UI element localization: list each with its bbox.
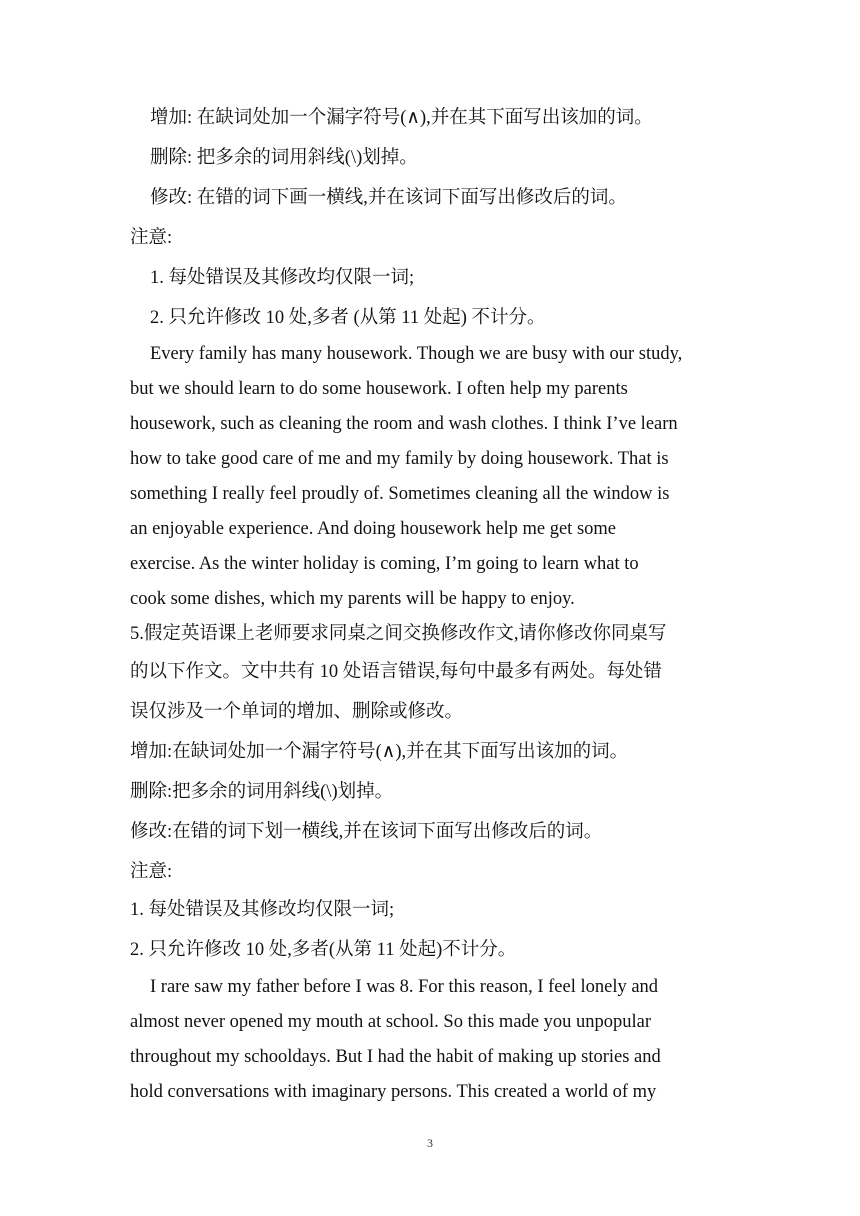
instruction-modify: 修改: 在错的词下画一横线,并在该词下面写出修改后的词。 bbox=[150, 188, 627, 208]
passage-line: Every family has many housework. Though we are busy with our study, bbox=[150, 344, 683, 364]
passage-line: exercise. As the winter holiday is coming, I’m going to learn what to bbox=[130, 554, 639, 574]
instruction-modify: 修改:在错的词下划一横线,并在该词下面写出修改后的词。 bbox=[130, 822, 603, 842]
passage-line: throughout my schooldays. But I had the habit of making up stories and bbox=[130, 1047, 661, 1067]
notes-label: 注意: bbox=[130, 862, 173, 882]
passage-line: but we should learn to do some housework. I often help my parents bbox=[130, 379, 628, 399]
passage-line: cook some dishes, which my parents will be happy to enjoy. bbox=[130, 589, 575, 609]
note-item: 2. 只允许修改 10 处,多者 (从第 11 处起) 不计分。 bbox=[150, 308, 546, 328]
passage-line: hold conversations with imaginary persons. This created a world of my bbox=[130, 1082, 657, 1102]
passage-line: almost never opened my mouth at school. So this made you unpopular bbox=[130, 1012, 651, 1032]
page-number: 3 bbox=[427, 1136, 433, 1150]
note-item: 1. 每处错误及其修改均仅限一词; bbox=[150, 268, 415, 288]
passage-line: housework, such as cleaning the room and wash clothes. I think I’ve learn bbox=[130, 414, 678, 434]
instruction-delete: 删除:把多余的词用斜线(\)划掉。 bbox=[130, 782, 394, 802]
notes-label: 注意: bbox=[130, 228, 173, 248]
question-text: 的以下作文。文中共有 10 处语言错误,每句中最多有两处。每处错 bbox=[130, 662, 662, 682]
passage-line: an enjoyable experience. And doing housework help me get some bbox=[130, 519, 616, 539]
passage-line: I rare saw my father before I was 8. For this reason, I feel lonely and bbox=[150, 977, 659, 997]
instruction-delete: 删除: 把多余的词用斜线(\)划掉。 bbox=[150, 148, 418, 168]
question-text: 误仅涉及一个单词的增加、删除或修改。 bbox=[130, 702, 464, 722]
instruction-add: 增加:在缺词处加一个漏字符号(∧),并在其下面写出该加的词。 bbox=[130, 742, 629, 762]
passage-line: something I really feel proudly of. Sometimes cleaning all the window is bbox=[130, 484, 670, 504]
note-item: 1. 每处错误及其修改均仅限一词; bbox=[130, 900, 395, 920]
question-text: 5.假定英语课上老师要求同桌之间交换修改作文,请你修改你同桌写 bbox=[130, 624, 667, 644]
passage-line: how to take good care of me and my family by doing housework. That is bbox=[130, 449, 669, 469]
instruction-add: 增加: 在缺词处加一个漏字符号(∧),并在其下面写出该加的词。 bbox=[150, 108, 653, 128]
note-item: 2. 只允许修改 10 处,多者(从第 11 处起)不计分。 bbox=[130, 940, 517, 960]
